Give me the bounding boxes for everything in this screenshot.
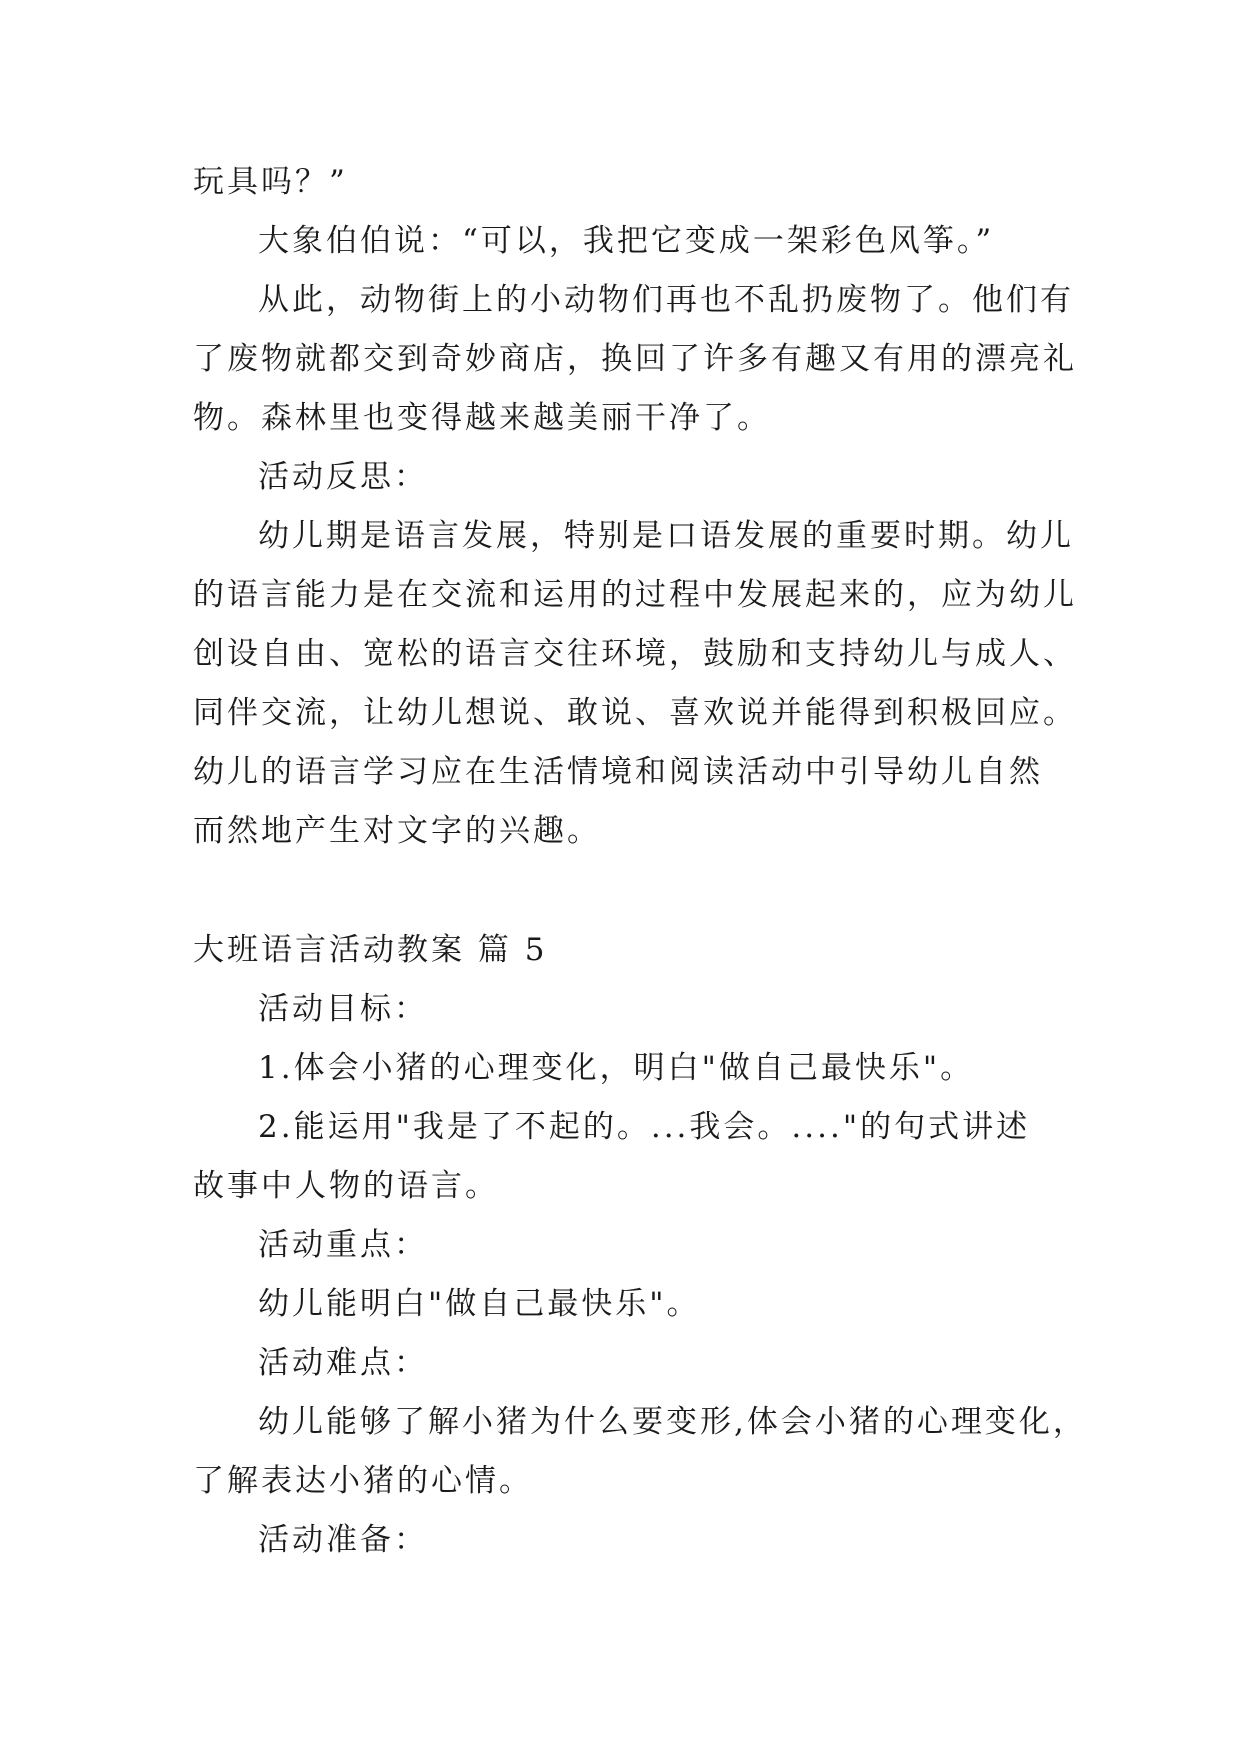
text-line: 从此，动物街上的小动物们再也不乱扔废物了。他们有	[258, 282, 1074, 318]
text-line: 幼儿能明白"做自己最快乐"。	[258, 1286, 701, 1322]
text-line: 了废物就都交到奇妙商店，换回了许多有趣又有用的漂亮礼	[193, 341, 1077, 377]
section-label: 活动反思：	[258, 459, 428, 495]
text-line: 1.体会小猪的心理变化，明白"做自己最快乐"。	[258, 1050, 975, 1086]
text-line: 2.能运用"我是了不起的。...我会。...."的句式讲述	[258, 1109, 1031, 1145]
text-line: 幼儿的语言学习应在生活情境和阅读活动中引导幼儿自然	[193, 754, 1043, 790]
text-line: 大象伯伯说：“可以，我把它变成一架彩色风筝。”	[258, 223, 995, 259]
text-line: 同伴交流，让幼儿想说、敢说、喜欢说并能得到积极回应。	[193, 695, 1077, 731]
text-line: 而然地产生对文字的兴趣。	[193, 813, 601, 849]
text-line: 创设自由、宽松的语言交往环境，鼓励和支持幼儿与成人、	[193, 636, 1077, 672]
section-label: 活动重点：	[258, 1227, 428, 1263]
text-line: 幼儿期是语言发展，特别是口语发展的重要时期。幼儿	[258, 518, 1074, 554]
text-line: 幼儿能够了解小猪为什么要变形,体会小猪的心理变化，	[258, 1404, 1087, 1440]
section-heading: 大班语言活动教案 篇 5	[193, 932, 548, 968]
text-line: 物。森林里也变得越来越美丽干净了。	[193, 400, 771, 436]
text-line: 故事中人物的语言。	[193, 1168, 499, 1204]
text-line: 玩具吗？”	[193, 164, 348, 200]
section-label: 活动难点：	[258, 1345, 428, 1381]
section-label: 活动目标：	[258, 991, 428, 1027]
text-line: 的语言能力是在交流和运用的过程中发展起来的，应为幼儿	[193, 577, 1077, 613]
text-line: 了解表达小猪的心情。	[193, 1463, 533, 1499]
section-label: 活动准备：	[258, 1522, 428, 1558]
